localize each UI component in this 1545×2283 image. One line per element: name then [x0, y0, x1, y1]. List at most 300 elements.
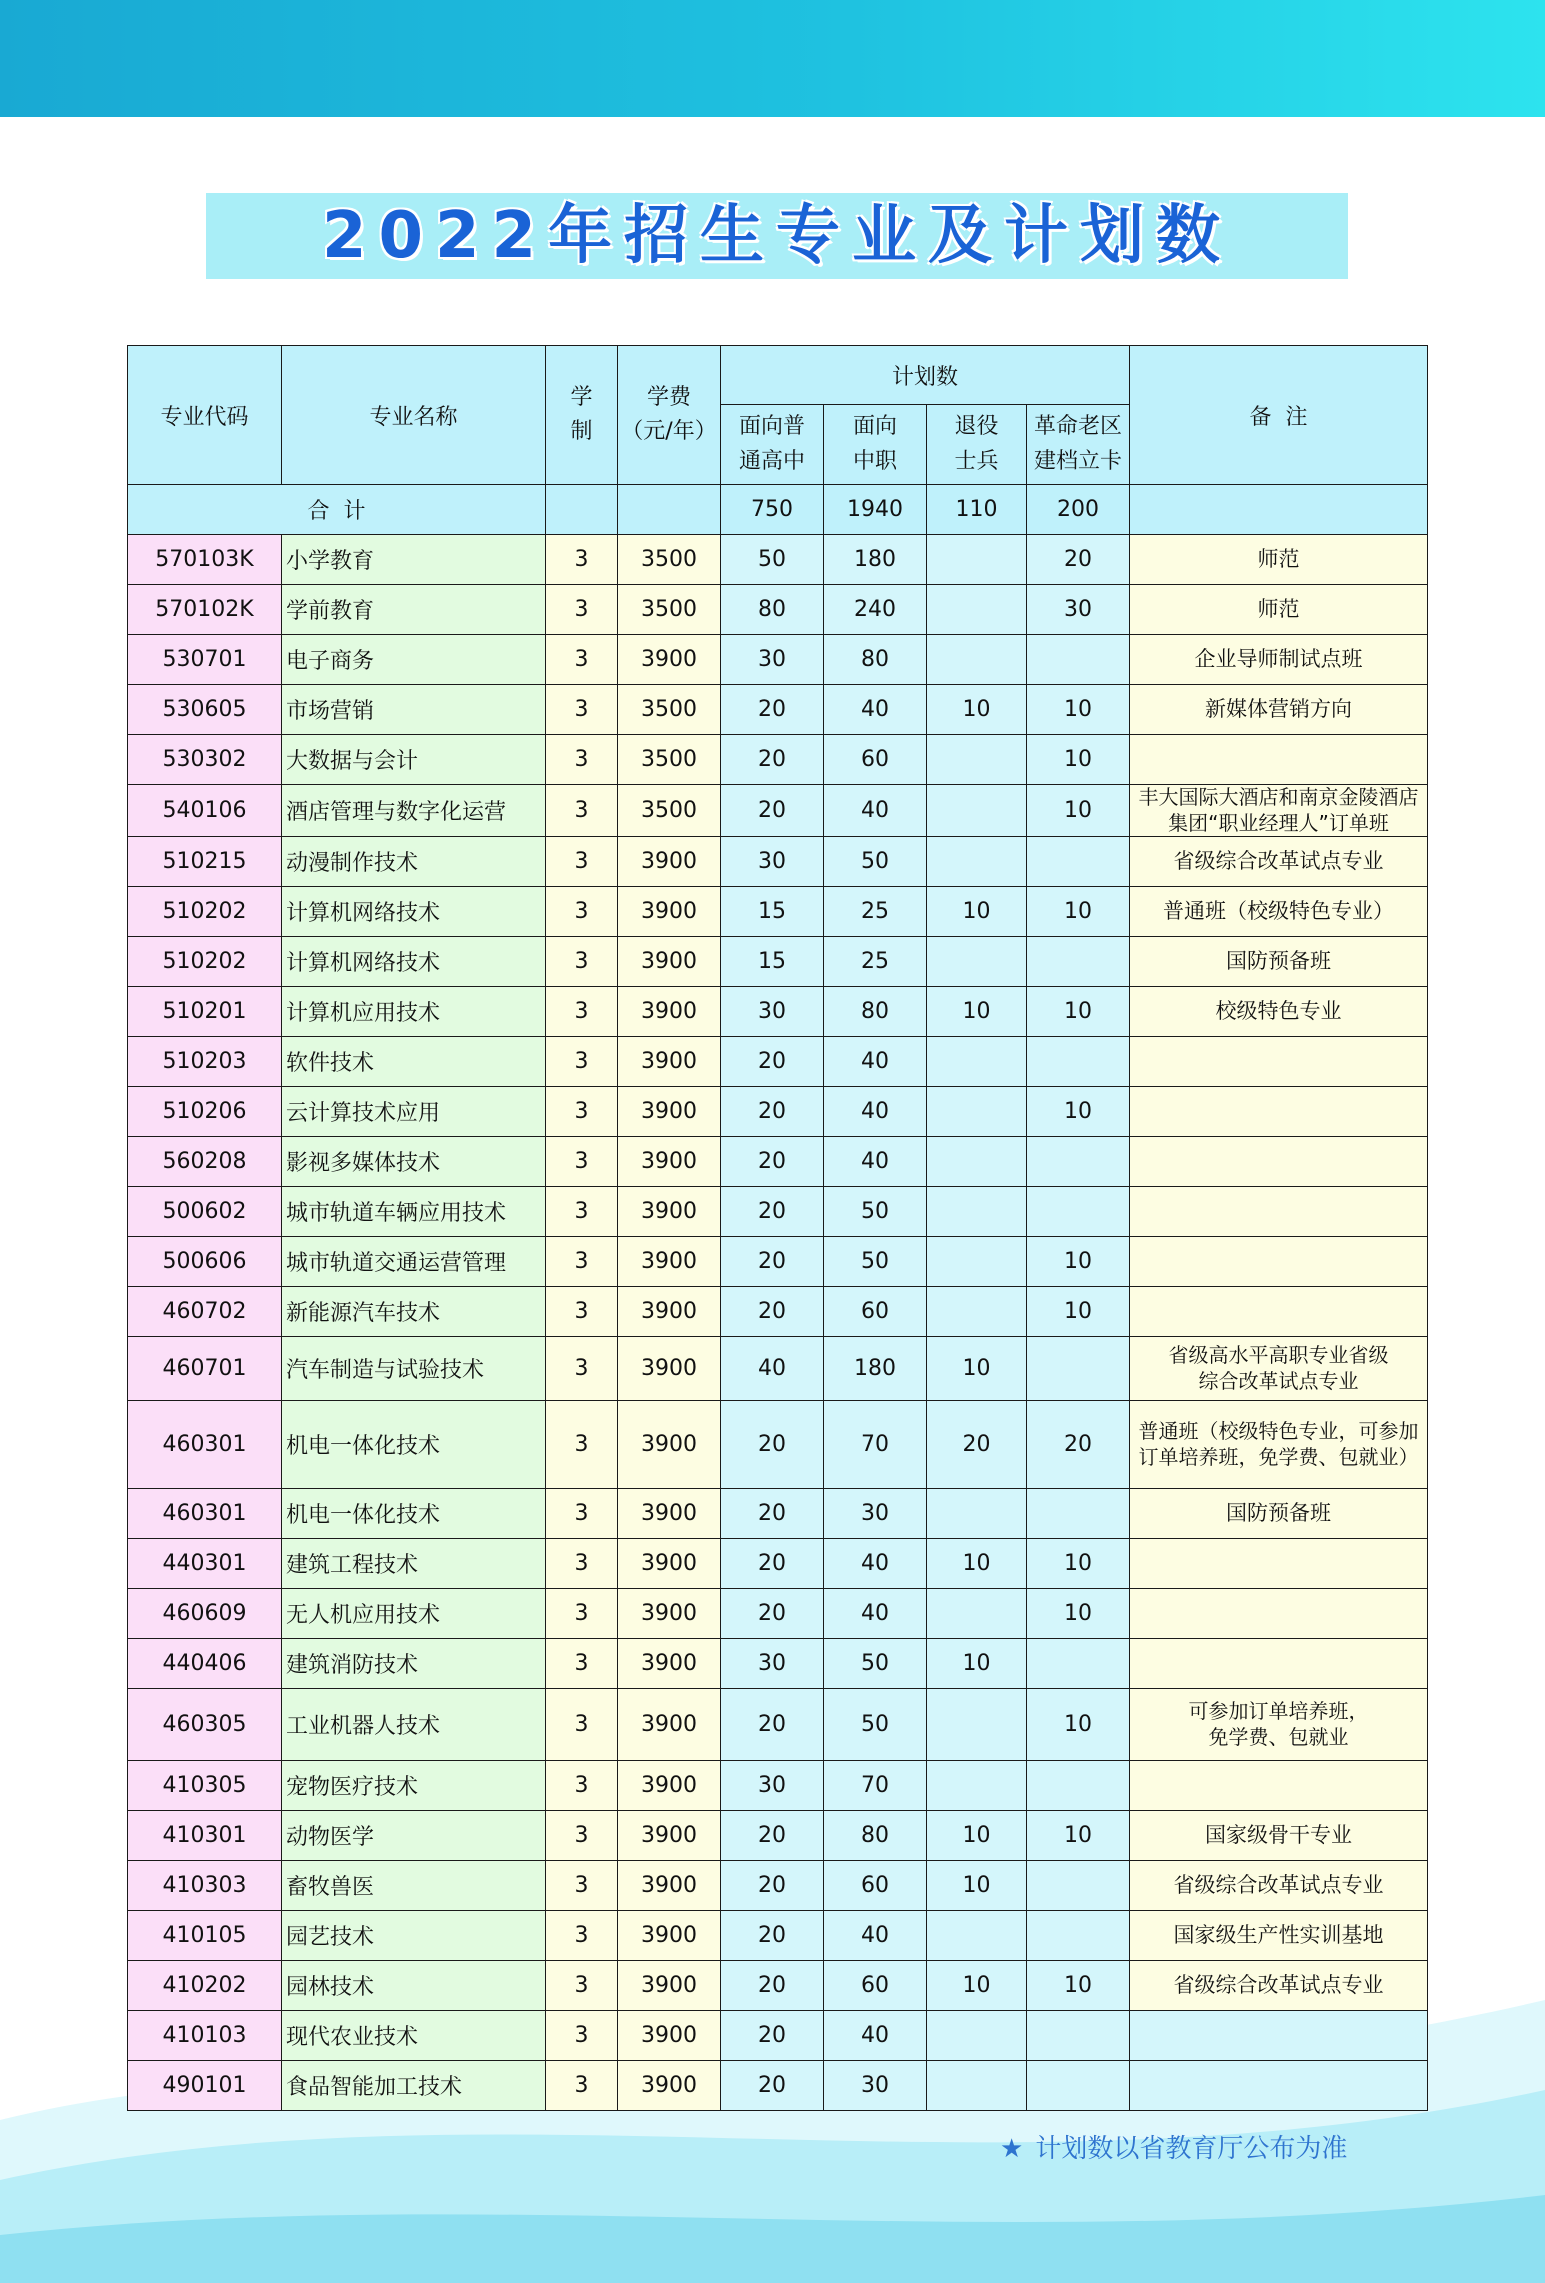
table-row — [128, 1187, 1428, 1237]
table-row — [128, 1137, 1428, 1187]
cell-general-high: 30 — [721, 635, 824, 685]
cell-length: 3 — [546, 2061, 618, 2111]
cell-name: 学前教育 — [282, 585, 546, 635]
cell-note — [1130, 1811, 1428, 1861]
cell-vocational: 80 — [824, 1811, 927, 1861]
cell-old-revolutionary: 10 — [1027, 735, 1130, 785]
cell-note — [1130, 535, 1428, 585]
star-icon: ★ — [1000, 2134, 1024, 2164]
cell-old-revolutionary — [1027, 937, 1130, 987]
cell-length: 3 — [546, 2011, 618, 2061]
cell-old-revolutionary: 10 — [1027, 1237, 1130, 1287]
cell-code: 440406 — [128, 1639, 282, 1689]
cell-code: 410305 — [128, 1761, 282, 1811]
cell-veterans — [927, 1237, 1027, 1287]
cell-fee: 3900 — [618, 1287, 721, 1337]
cell-note — [1130, 1861, 1428, 1911]
note-line: 国防预备班 — [1226, 1500, 1332, 1525]
cell-vocational: 240 — [824, 585, 927, 635]
cell-length: 3 — [546, 887, 618, 937]
cell-code: 460301 — [128, 1489, 282, 1539]
cell-fee: 3500 — [618, 735, 721, 785]
cell-fee: 3900 — [618, 887, 721, 937]
cell-note — [1130, 635, 1428, 685]
cell-note — [1130, 1761, 1428, 1811]
cell-name: 宠物医疗技术 — [282, 1761, 546, 1811]
cell-code: 490101 — [128, 2061, 282, 2111]
header-fee — [618, 346, 721, 485]
cell-veterans: 10 — [927, 1861, 1027, 1911]
cell-code: 460305 — [128, 1689, 282, 1761]
note-line: 新媒体营销方向 — [1205, 696, 1353, 721]
header-plan-col-bottom: 士兵 — [954, 448, 999, 474]
cell-fee: 3900 — [618, 1911, 721, 1961]
note-line: 企业导师制试点班 — [1194, 646, 1363, 671]
cell-name: 动漫制作技术 — [282, 837, 546, 887]
note-line: 集团“职业经理人”订单班 — [1168, 810, 1389, 835]
cell-old-revolutionary: 30 — [1027, 585, 1130, 635]
cell-vocational: 40 — [824, 685, 927, 735]
table-row — [128, 2061, 1428, 2111]
cell-fee: 3900 — [618, 1037, 721, 1087]
cell-general-high: 20 — [721, 1911, 824, 1961]
top-banner — [0, 0, 1545, 117]
cell-general-high: 20 — [721, 1539, 824, 1589]
table-row — [128, 735, 1428, 785]
cell-veterans: 10 — [927, 1639, 1027, 1689]
cell-name: 新能源汽车技术 — [282, 1287, 546, 1337]
cell-note — [1130, 887, 1428, 937]
cell-vocational: 40 — [824, 1911, 927, 1961]
cell-vocational: 60 — [824, 1287, 927, 1337]
note-line: 国家级生产性实训基地 — [1173, 1922, 1384, 1947]
cell-note — [1130, 735, 1428, 785]
cell-vocational: 180 — [824, 1337, 927, 1401]
table-row — [128, 1489, 1428, 1539]
cell-general-high: 15 — [721, 887, 824, 937]
table-header — [128, 346, 1428, 485]
cell-code: 410301 — [128, 1811, 282, 1861]
cell-fee: 3900 — [618, 1589, 721, 1639]
cell-code: 510202 — [128, 937, 282, 987]
note-line: 免学费、包就业 — [1208, 1724, 1349, 1749]
note-line: 省级综合改革试点专业 — [1173, 848, 1384, 873]
cell-old-revolutionary — [1027, 1137, 1130, 1187]
cell-fee: 3900 — [618, 1861, 721, 1911]
footnote-text: 计划数以省教育厅公布为准 — [1035, 2134, 1348, 2164]
cell-old-revolutionary — [1027, 635, 1130, 685]
cell-general-high: 20 — [721, 1401, 824, 1489]
cell-general-high: 20 — [721, 1961, 824, 2011]
cell-veterans: 10 — [927, 1811, 1027, 1861]
cell-vocational: 70 — [824, 1401, 927, 1489]
cell-length: 3 — [546, 1861, 618, 1911]
cell-length: 3 — [546, 535, 618, 585]
cell-code: 410303 — [128, 1861, 282, 1911]
footnote — [1000, 2128, 1420, 2168]
cell-name: 无人机应用技术 — [282, 1589, 546, 1639]
header-fee-bottom: （元/年） — [621, 419, 717, 444]
cell-length: 3 — [546, 685, 618, 735]
note-line: 国防预备班 — [1226, 948, 1332, 973]
cell-name: 计算机网络技术 — [282, 887, 546, 937]
note-line: 普通班（校级特色专业） — [1163, 898, 1395, 923]
cell-general-high: 30 — [721, 1761, 824, 1811]
cell-length: 3 — [546, 1539, 618, 1589]
cell-code: 530302 — [128, 735, 282, 785]
header-plan-col-bottom: 中职 — [852, 448, 897, 474]
cell-veterans: 10 — [927, 1337, 1027, 1401]
cell-length: 3 — [546, 1689, 618, 1761]
cell-veterans: 10 — [927, 987, 1027, 1037]
cell-name: 机电一体化技术 — [282, 1401, 546, 1489]
cell-fee: 3900 — [618, 2061, 721, 2111]
cell-name: 汽车制造与试验技术 — [282, 1337, 546, 1401]
table-row — [128, 1589, 1428, 1639]
enrollment-plan-table — [127, 345, 1428, 2111]
cell-veterans — [927, 1489, 1027, 1539]
cell-veterans — [927, 735, 1027, 785]
cell-veterans — [927, 1689, 1027, 1761]
cell-vocational: 70 — [824, 1761, 927, 1811]
cell-vocational: 40 — [824, 1087, 927, 1137]
cell-name: 工业机器人技术 — [282, 1689, 546, 1761]
cell-note — [1130, 1401, 1428, 1489]
cell-note — [1130, 1539, 1428, 1589]
cell-general-high: 80 — [721, 585, 824, 635]
cell-code: 500606 — [128, 1237, 282, 1287]
cell-note — [1130, 1589, 1428, 1639]
cell-vocational: 50 — [824, 837, 927, 887]
total-length — [546, 485, 618, 535]
cell-old-revolutionary: 20 — [1027, 535, 1130, 585]
cell-code: 510202 — [128, 887, 282, 937]
table-row — [128, 585, 1428, 635]
cell-code: 500602 — [128, 1187, 282, 1237]
cell-fee: 3900 — [618, 1237, 721, 1287]
cell-veterans — [927, 535, 1027, 585]
cell-veterans — [927, 937, 1027, 987]
note-line: 订单培养班，免学费、包就业） — [1138, 1444, 1419, 1469]
table-row — [128, 1911, 1428, 1961]
cell-vocational: 40 — [824, 1539, 927, 1589]
cell-old-revolutionary — [1027, 837, 1130, 887]
cell-code: 560208 — [128, 1137, 282, 1187]
table-row — [128, 1861, 1428, 1911]
note-line: 综合改革试点专业 — [1198, 1368, 1359, 1393]
note-line: 省级高水平高职专业省级 — [1168, 1343, 1389, 1368]
cell-name: 计算机网络技术 — [282, 937, 546, 987]
cell-general-high: 20 — [721, 1187, 824, 1237]
header-plan-col-bottom: 通高中 — [738, 448, 805, 474]
table-row — [128, 1539, 1428, 1589]
cell-note — [1130, 1037, 1428, 1087]
cell-veterans: 10 — [927, 1961, 1027, 2011]
cell-code: 510201 — [128, 987, 282, 1037]
header-note: 备 注 — [1130, 346, 1428, 485]
cell-length: 3 — [546, 1401, 618, 1489]
table-row — [128, 837, 1428, 887]
table-row — [128, 1087, 1428, 1137]
note-line: 可参加订单培养班， — [1188, 1699, 1369, 1724]
cell-vocational: 50 — [824, 1187, 927, 1237]
cell-fee: 3500 — [618, 785, 721, 837]
cell-vocational: 25 — [824, 937, 927, 987]
header-plan-col-top: 面向 — [852, 414, 897, 440]
cell-vocational: 30 — [824, 2061, 927, 2111]
header-length-top: 学 — [570, 384, 593, 410]
cell-general-high: 20 — [721, 1861, 824, 1911]
total-note — [1130, 485, 1428, 535]
cell-veterans — [927, 585, 1027, 635]
cell-general-high: 20 — [721, 685, 824, 735]
cell-length: 3 — [546, 937, 618, 987]
note-line: 丰大国际大酒店和南京金陵酒店 — [1138, 785, 1419, 809]
cell-old-revolutionary: 10 — [1027, 785, 1130, 837]
cell-length: 3 — [546, 987, 618, 1037]
cell-vocational: 40 — [824, 2011, 927, 2061]
cell-length: 3 — [546, 1639, 618, 1689]
header-name: 专业名称 — [282, 346, 546, 485]
header-plan: 计划数 — [721, 346, 1130, 405]
cell-length: 3 — [546, 785, 618, 837]
cell-general-high: 20 — [721, 1489, 824, 1539]
cell-general-high: 20 — [721, 2011, 824, 2061]
cell-fee: 3900 — [618, 1689, 721, 1761]
cell-old-revolutionary — [1027, 1911, 1130, 1961]
cell-name: 小学教育 — [282, 535, 546, 585]
cell-general-high: 20 — [721, 1589, 824, 1639]
cell-veterans — [927, 1761, 1027, 1811]
cell-general-high: 20 — [721, 2061, 824, 2111]
cell-name: 软件技术 — [282, 1037, 546, 1087]
cell-old-revolutionary — [1027, 1639, 1130, 1689]
header-plan-veterans — [927, 405, 1027, 485]
cell-veterans — [927, 1911, 1027, 1961]
note-line: 省级综合改革试点专业 — [1173, 1972, 1384, 1997]
cell-code: 460702 — [128, 1287, 282, 1337]
cell-general-high: 20 — [721, 785, 824, 837]
header-plan-old-revolutionary — [1027, 405, 1130, 485]
cell-fee: 3900 — [618, 1639, 721, 1689]
cell-old-revolutionary: 10 — [1027, 987, 1130, 1037]
cell-veterans: 10 — [927, 1539, 1027, 1589]
cell-general-high: 20 — [721, 735, 824, 785]
cell-note — [1130, 1137, 1428, 1187]
cell-length: 3 — [546, 1287, 618, 1337]
note-line: 师范 — [1257, 546, 1300, 571]
cell-code: 460609 — [128, 1589, 282, 1639]
table-row — [128, 535, 1428, 585]
cell-general-high: 30 — [721, 1639, 824, 1689]
table-row — [128, 1689, 1428, 1761]
cell-note — [1130, 1689, 1428, 1761]
cell-length: 3 — [546, 635, 618, 685]
cell-name: 畜牧兽医 — [282, 1861, 546, 1911]
cell-length: 3 — [546, 585, 618, 635]
cell-old-revolutionary: 10 — [1027, 1689, 1130, 1761]
cell-code: 410103 — [128, 2011, 282, 2061]
cell-code: 460701 — [128, 1337, 282, 1401]
total-row — [128, 485, 1428, 535]
table-row — [128, 1961, 1428, 2011]
cell-length: 3 — [546, 1589, 618, 1639]
cell-fee: 3900 — [618, 1087, 721, 1137]
cell-code: 570102K — [128, 585, 282, 635]
cell-length: 3 — [546, 1187, 618, 1237]
cell-length: 3 — [546, 837, 618, 887]
cell-vocational: 60 — [824, 1861, 927, 1911]
cell-veterans: 10 — [927, 685, 1027, 735]
cell-general-high: 20 — [721, 1287, 824, 1337]
cell-fee: 3900 — [618, 635, 721, 685]
cell-name: 云计算技术应用 — [282, 1087, 546, 1137]
cell-name: 城市轨道车辆应用技术 — [282, 1187, 546, 1237]
cell-old-revolutionary — [1027, 1187, 1130, 1237]
cell-code: 530605 — [128, 685, 282, 735]
cell-fee: 3900 — [618, 1539, 721, 1589]
cell-note — [1130, 1489, 1428, 1539]
table-row — [128, 1287, 1428, 1337]
cell-veterans — [927, 1287, 1027, 1337]
table-row — [128, 1337, 1428, 1401]
cell-code: 410202 — [128, 1961, 282, 2011]
cell-veterans — [927, 785, 1027, 837]
cell-fee: 3900 — [618, 2011, 721, 2061]
cell-name: 计算机应用技术 — [282, 987, 546, 1037]
cell-code: 510203 — [128, 1037, 282, 1087]
cell-code: 510206 — [128, 1087, 282, 1137]
cell-length: 3 — [546, 1489, 618, 1539]
note-line: 师范 — [1257, 596, 1300, 621]
cell-note — [1130, 585, 1428, 635]
cell-general-high: 20 — [721, 1037, 824, 1087]
cell-name: 园艺技术 — [282, 1911, 546, 1961]
cell-code: 440301 — [128, 1539, 282, 1589]
note-line: 校级特色专业 — [1215, 998, 1342, 1023]
cell-note — [1130, 1961, 1428, 2011]
cell-name: 市场营销 — [282, 685, 546, 735]
cell-old-revolutionary: 20 — [1027, 1401, 1130, 1489]
cell-general-high: 20 — [721, 1811, 824, 1861]
cell-old-revolutionary: 10 — [1027, 1589, 1130, 1639]
cell-note — [1130, 837, 1428, 887]
cell-fee: 3900 — [618, 1337, 721, 1401]
cell-vocational: 180 — [824, 535, 927, 585]
cell-veterans — [927, 1087, 1027, 1137]
header-plan-general-high — [721, 405, 824, 485]
cell-vocational: 80 — [824, 635, 927, 685]
table-row — [128, 1811, 1428, 1861]
table-row — [128, 887, 1428, 937]
total-label: 合 计 — [128, 485, 546, 535]
cell-old-revolutionary: 10 — [1027, 1961, 1130, 2011]
cell-note — [1130, 2011, 1428, 2061]
header-code: 专业代码 — [128, 346, 282, 485]
header-fee-top: 学费 — [646, 384, 691, 410]
cell-code: 510215 — [128, 837, 282, 887]
cell-name: 大数据与会计 — [282, 735, 546, 785]
cell-name: 现代农业技术 — [282, 2011, 546, 2061]
table-row — [128, 1401, 1428, 1489]
table-row — [128, 937, 1428, 987]
cell-code: 570103K — [128, 535, 282, 585]
header-plan-col-top: 退役 — [954, 414, 999, 440]
cell-length: 3 — [546, 735, 618, 785]
cell-fee: 3900 — [618, 937, 721, 987]
cell-fee: 3900 — [618, 1137, 721, 1187]
cell-name: 建筑消防技术 — [282, 1639, 546, 1689]
cell-veterans: 10 — [927, 887, 1027, 937]
cell-old-revolutionary: 10 — [1027, 685, 1130, 735]
total-veterans: 110 — [927, 485, 1027, 535]
total-fee — [618, 485, 721, 535]
cell-length: 3 — [546, 1237, 618, 1287]
page-title: 2022年招生专业及计划数 — [321, 199, 1233, 273]
header-plan-col-bottom: 建档立卡 — [1034, 448, 1123, 474]
cell-fee: 3900 — [618, 1961, 721, 2011]
cell-code: 460301 — [128, 1401, 282, 1489]
cell-length: 3 — [546, 1037, 618, 1087]
cell-old-revolutionary — [1027, 1037, 1130, 1087]
cell-length: 3 — [546, 1337, 618, 1401]
cell-veterans — [927, 837, 1027, 887]
cell-name: 动物医学 — [282, 1811, 546, 1861]
cell-length: 3 — [546, 1961, 618, 2011]
cell-vocational: 25 — [824, 887, 927, 937]
cell-old-revolutionary: 10 — [1027, 1539, 1130, 1589]
cell-veterans — [927, 1037, 1027, 1087]
cell-vocational: 40 — [824, 785, 927, 837]
cell-note — [1130, 785, 1428, 837]
table-row — [128, 685, 1428, 735]
table-row — [128, 785, 1428, 837]
cell-vocational: 40 — [824, 1137, 927, 1187]
cell-old-revolutionary: 10 — [1027, 1287, 1130, 1337]
cell-vocational: 40 — [824, 1589, 927, 1639]
table-row — [128, 987, 1428, 1037]
note-line: 普通班（校级特色专业，可参加 — [1138, 1419, 1419, 1444]
cell-code: 530701 — [128, 635, 282, 685]
cell-note — [1130, 1639, 1428, 1689]
cell-name: 园林技术 — [282, 1961, 546, 2011]
cell-code: 410105 — [128, 1911, 282, 1961]
cell-fee: 3900 — [618, 1187, 721, 1237]
table-row — [128, 1237, 1428, 1287]
cell-general-high: 50 — [721, 535, 824, 585]
cell-name: 影视多媒体技术 — [282, 1137, 546, 1187]
cell-old-revolutionary — [1027, 1761, 1130, 1811]
cell-note — [1130, 987, 1428, 1037]
cell-name: 电子商务 — [282, 635, 546, 685]
cell-general-high: 30 — [721, 837, 824, 887]
cell-fee: 3900 — [618, 837, 721, 887]
total-vocational: 1940 — [824, 485, 927, 535]
cell-note — [1130, 685, 1428, 735]
cell-veterans: 20 — [927, 1401, 1027, 1489]
cell-vocational: 60 — [824, 1961, 927, 2011]
cell-veterans — [927, 1137, 1027, 1187]
header-plan-vocational — [824, 405, 927, 485]
table-row — [128, 1761, 1428, 1811]
cell-veterans — [927, 1187, 1027, 1237]
cell-veterans — [927, 1589, 1027, 1639]
cell-veterans — [927, 2011, 1027, 2061]
cell-fee: 3500 — [618, 685, 721, 735]
cell-old-revolutionary — [1027, 1337, 1130, 1401]
total-old-revolutionary: 200 — [1027, 485, 1130, 535]
header-plan-col-top: 面向普 — [738, 414, 805, 440]
